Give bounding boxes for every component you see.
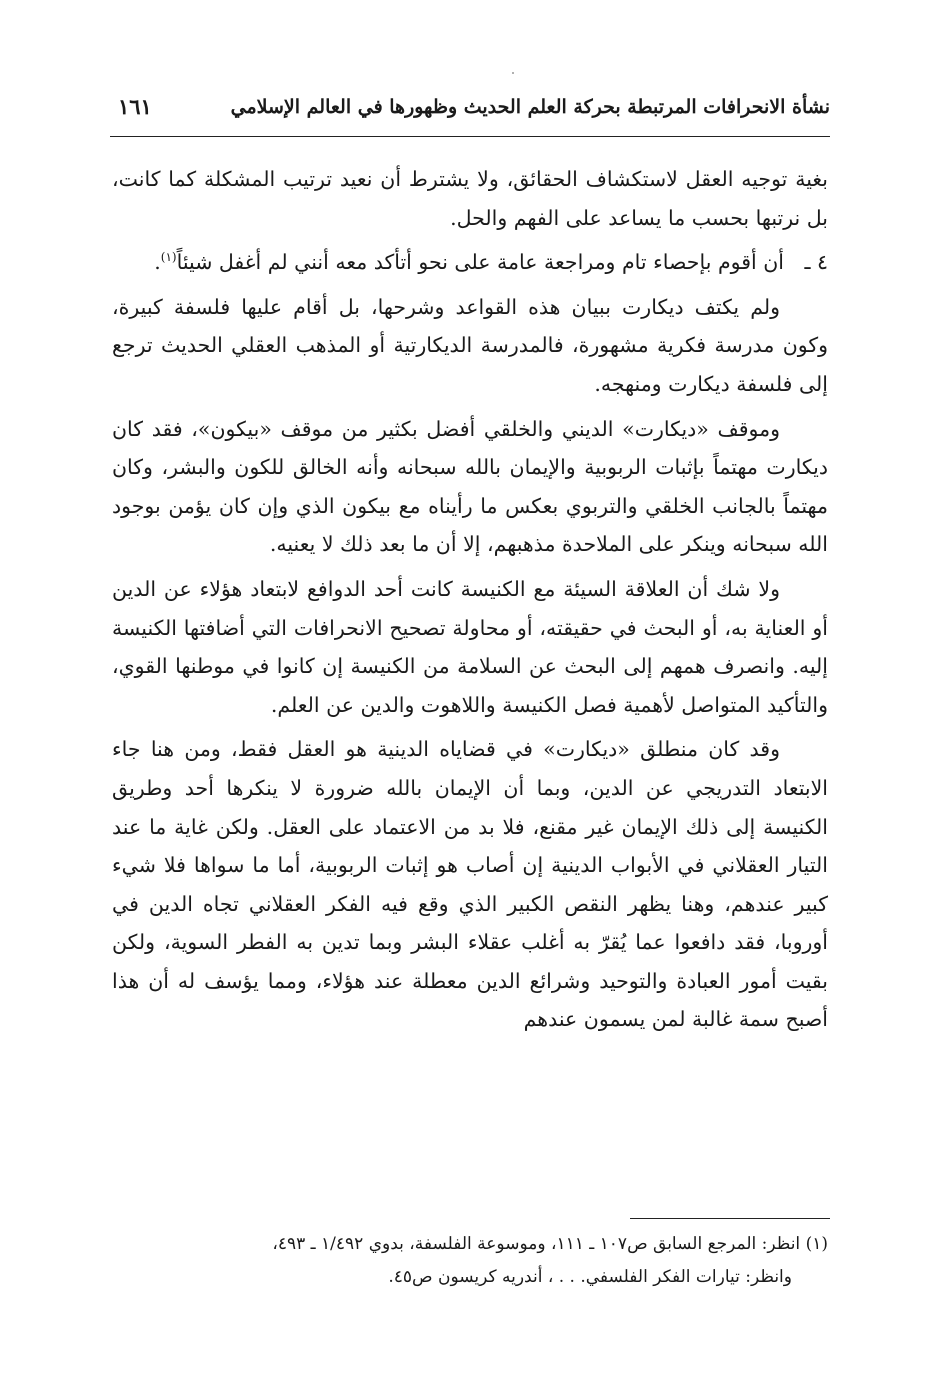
scan-speck xyxy=(512,72,514,74)
header-title: نشأة الانحرافات المرتبطة بحركة العلم الحديث وظهورها في العالم الإسلامي xyxy=(230,96,830,118)
paragraph-2: ولم يكتف ديكارت ببيان هذه القواعد وشرحها، بل أقام عليها فلسفة كبيرة، وكون مدرسة فكرية مشهورة، فالمدرسة الديكارتية أو المذهب العقلي الحديث ترجع إلى فلسفة ديكارت ومنهجه. xyxy=(112,294,828,396)
paragraph-3: وموقف «ديكارت» الديني والخلقي أفضل بكثير من موقف «بيكون»، فقد كان ديكارت مهتماً بإثبات الربوبية والإيمان بالله سبحانه وأنه الخالق للكون والبشر، وكان مهتماً بالجانب الخلقي والتربوي بعكس ما رأيناه مع بيكون الذي وإن كان يؤمن بوجود الله سبحانه وينكر على الملاحدة مذهبهم، إلا أن ما بعد ذلك لا يعنيه. xyxy=(112,416,828,557)
footnote-divider xyxy=(630,1218,830,1219)
list-item-text: أن أقوم بإحصاء تام ومراجعة عامة على نحو أتأكد معه أنني لم أغفل شيئاً xyxy=(176,250,784,275)
header-divider xyxy=(110,136,830,137)
running-header xyxy=(110,92,830,132)
paragraph-5: وقد كان منطلق «ديكارت» في قضاياه الدينية هو العقل فقط، ومن هنا جاء الابتعاد التدريجي عن الدين، وبما أن الإيمان بالله ضرورة لا ينكرها أحد وطريق الكنيسة إلى ذلك الإيمان غير مقنع، فلا بد من الاعتماد على العقل. ولكن غاية ما عند التيار العقلاني في الأبواب الدينية إن أصاب هو إثبات الربوبية، أما ما سواها فلا شيء كبير عندهم، وهنا يظهر النقص الكبير الذي وقع فيه الفكر العقلاني تجاه الدين في أوروبا، فقد دافعوا عما يُقرّ به أغلب عقلاء البشر وبما تدين به الفطر السوية، ولكن بقيت أمور العبادة والتوحيد وشرائع الدين معطلة عند هؤلاء، ومما يؤسف له أن هذا أصبح سمة غالبة لمن يسمون عندهم xyxy=(112,737,828,1032)
list-item-4: ٤ ـ أن أقوم بإحصاء تام ومراجعة عامة على نحو أتأكد معه أنني لم أغفل شيئاً$^{(١)}$. xyxy=(112,243,828,282)
footnote-text-1: انظر: المرجع السابق ص١٠٧ ـ ١١١، وموسوعة الفلسفة، بدوي ١/٤٩٢ ـ ٤٩٣، xyxy=(272,1234,801,1254)
main-text xyxy=(112,160,828,1045)
footnote-text-2: وانظر: تيارات الفكر الفلسفي. . . ، أندريه كريسون ص٤٥. xyxy=(388,1267,792,1287)
paragraph-1: بغية توجيه العقل لاستكشاف الحقائق، ولا يشترط أن نعيد ترتيب المشكلة كما كانت، بل نرتبها بحسب ما يساعد على الفهم والحل. xyxy=(112,167,828,230)
footnote-line-2 xyxy=(112,1261,828,1294)
footnote-ref: (١) xyxy=(160,250,177,265)
footnote-number: (١) xyxy=(805,1234,828,1254)
list-item-number: ٤ ـ xyxy=(804,250,828,275)
footnote-line-1 xyxy=(112,1228,828,1261)
paragraph-4: ولا شك أن العلاقة السيئة مع الكنيسة كانت أحد الدوافع لابتعاد هؤلاء عن الدين أو العناية به، أو البحث في حقيقته، أو محاولة تصحيح الانحرافات التي أضافتها الكنيسة إليه. وانصرف همهم إلى البحث عن السلامة من الكنيسة إن كانوا في موطنها القوي، والتأكيد المتواصل لأهمية فصل الكنيسة واللاهوت والدين عن العلم. xyxy=(112,576,828,717)
page-number: ١٦١ xyxy=(118,94,152,119)
footnote xyxy=(112,1228,828,1294)
